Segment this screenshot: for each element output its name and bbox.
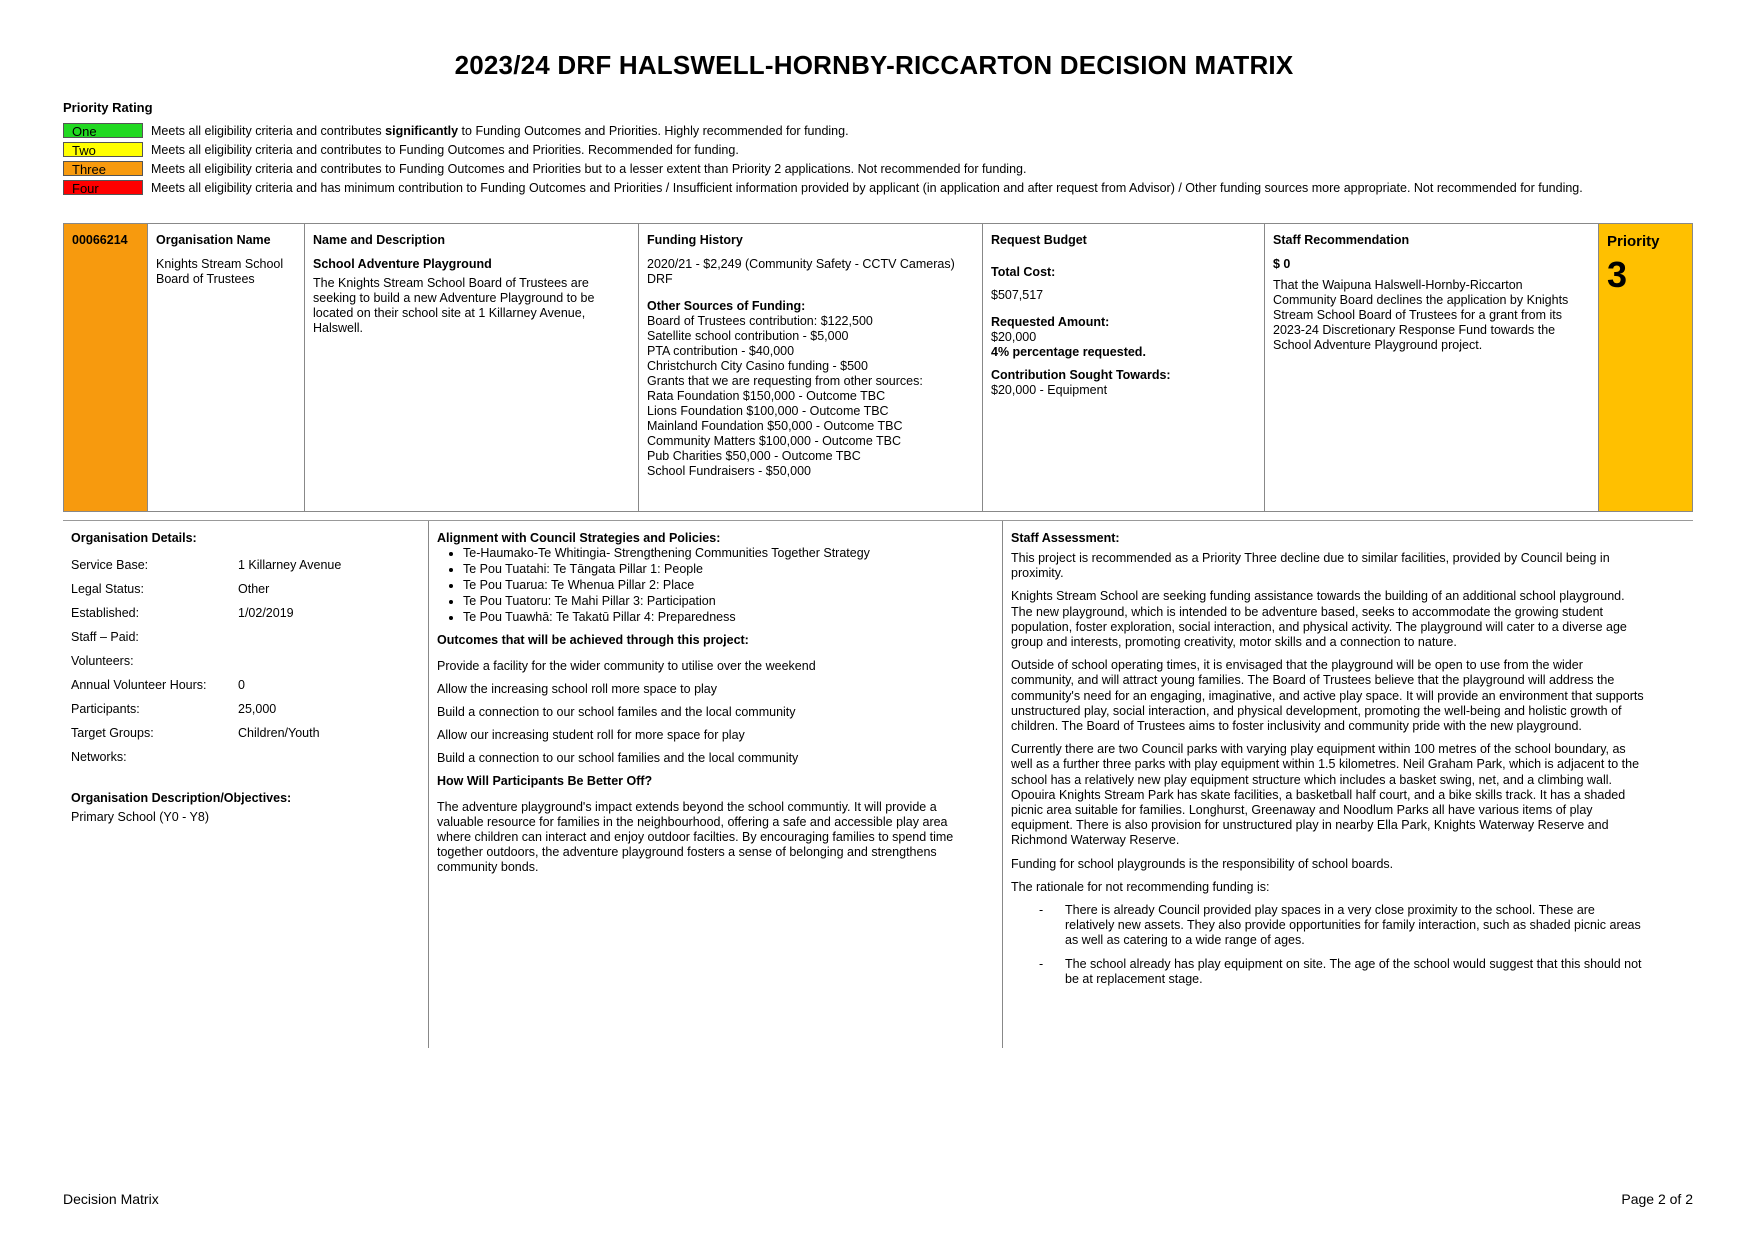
legend-description [151,162,1026,176]
request-budget-cell [983,224,1265,511]
details-label: Staff – Paid: [71,630,139,644]
details-row [71,577,420,601]
organisation-details-list [71,553,420,769]
alignment-item: • Te Pou Tuawhā: Te Takatū Pillar 4: Preparedness [463,609,994,625]
recommendation-line: Stream School Board of Trustees for a grant from its [1273,308,1563,322]
recommendation-line: That the Waipuna Halswell-Hornby-Riccarton [1273,278,1523,292]
details-value: 0 [238,678,245,692]
priority-label: Priority [1607,233,1660,250]
details-value: Children/Youth [238,726,320,740]
alignment-header: Alignment with Council Strategies and Policies: [437,531,721,545]
legend-description [151,181,1583,195]
assessment-line: The rationale for not recommending funding is: [1011,879,1270,894]
priority-legend [63,100,1693,197]
outcome-item: Provide a facility for the wider community to utilise over the weekend [437,659,816,673]
funding-source-item: Pub Charities $50,000 - Outcome TBC [647,449,861,463]
request-budget-header: Request Budget [991,233,1087,247]
total-cost-label: Total Cost: [991,265,1056,279]
details-value: 1 Killarney Avenue [238,558,342,572]
priority-value: 3 [1607,254,1628,295]
assessment-line: population, foster exploration, social interaction, and physical activity. The playground will cater to a diverse age [1011,619,1627,634]
assessment-line: Opouira Knights Stream Park has skate facilities, a basketball half court, and a bike skills track. It has a shaded [1011,787,1626,802]
assessment-line: The new playground, which is intended to be adventure based, seeks to accommodate the growing student [1011,604,1604,619]
page-number: Page 2 of 2 [1621,1191,1693,1207]
assessment-paragraph [1011,857,1685,872]
assessment-line: Funding for school playgrounds is the responsibility of school boards. [1011,856,1394,871]
details-value: 1/02/2019 [238,606,294,620]
requested-amount-value: $20,000 [991,330,1037,344]
staff-recommendation-cell [1265,224,1599,511]
details-label: Service Base: [71,558,149,572]
details-row [71,721,420,745]
funding-source-item: Lions Foundation $100,000 - Outcome TBC [647,404,889,418]
recommendation-line: Community Board declines the application by Knights [1273,293,1569,307]
assessment-line: school has a relatively new play equipment structure which includes a basket swing, net, and a climbing wall. [1011,772,1613,787]
recommendation-line: School Adventure Playground project. [1273,338,1483,352]
better-off-line: The adventure playground's impact extends beyond the school communtiy. It will provide a [437,800,937,814]
alignment-column [429,521,1003,1048]
rationale-list [1011,903,1685,987]
staff-recommended-amount: $ 0 [1273,257,1291,271]
details-label: Participants: [71,702,140,716]
assessment-line: Knights Stream School are seeking funding assistance towards the building of an additional school playground. [1011,589,1625,604]
name-description-cell [305,224,639,511]
rationale-item [1039,957,1685,987]
legend-text-part: Meets all eligibility criteria and contributes [151,123,386,138]
project-name: School Adventure Playground [313,257,492,271]
funding-history-line: DRF [647,272,673,286]
other-sources-list [647,314,974,479]
priority-swatch: Two [63,142,143,157]
legend-text-part: Meets all eligibility criteria and contributes to Funding Outcomes and Priorities. Recommended for funding. [151,142,739,157]
priority-cell [1599,224,1692,511]
funding-history-header: Funding History [647,233,743,247]
details-label: Established: [71,606,140,620]
assessment-line: community, and will attract young families. The Board of Trustees believe that the playground will address the [1011,673,1615,688]
alignment-item: • Te Pou Tuatahi: Te Tāngata Pillar 1: People [463,561,994,577]
organisation-description-header: Organisation Description/Objectives: [71,791,292,805]
rationale-text [1065,903,1641,949]
outcomes-header: Outcomes that will be achieved through this project: [437,633,749,647]
outcome-item: Allow the increasing school roll more space to play [437,682,717,696]
better-off-text [437,800,994,875]
legend-text-part: to Funding Outcomes and Priorities. Highly recommended for funding. [458,123,849,138]
staff-assessment-column [1003,521,1693,1048]
legend-row [63,121,1693,140]
alignment-list [437,545,994,625]
requested-amount-label: Requested Amount: [991,315,1110,329]
legend-row [63,178,1693,197]
organisation-details-header: Organisation Details: [71,531,197,545]
better-off-line: where children can interact and enjoy outdoor facilties. By encouraging families to spend time [437,830,954,844]
organisation-details-column [63,521,429,1048]
details-row [71,649,420,673]
assessment-line: equipment. There is also provision for unstructured play in nearby Ella Park, Knights Waterway Reserve and [1011,818,1609,833]
better-off-header: How Will Participants Be Better Off? [437,774,653,788]
staff-assessment-header: Staff Assessment: [1011,531,1120,545]
percentage-requested: 4% percentage requested. [991,345,1146,359]
legend-text-part: Meets all eligibility criteria and has minimum contribution to Funding Outcomes and Priorities / Insufficient information provided by applicant (in application and after request from Advisor) / Other funding sources more appropriate. Not recommended for funding. [151,180,1583,195]
legend-row [63,140,1693,159]
assessment-line: unstructured play, social interaction, and physical development, promoting the well-being and holistic growth of [1011,703,1622,718]
funding-source-item: Mainland Foundation $50,000 - Outcome TBC [647,419,903,433]
funding-history-line: 2020/21 - $2,249 (Community Safety - CCTV Cameras) [647,257,955,271]
staff-recommendation-text [1273,278,1590,353]
legend-rows [63,121,1693,197]
details-label: Annual Volunteer Hours: [71,678,207,692]
organisation-name-header: Organisation Name [156,233,271,247]
outcome-item: Build a connection to our school familes and the local community [437,705,796,719]
alignment-item: • Te-Haumako-Te Whitingia- Strengthening Communities Together Strategy [463,545,994,561]
assessment-line: community's need for an engaging, imaginative, and active play space. It will provide an environment that supports [1011,688,1644,703]
assessment-line: group and interests, promoting creativity, motor skills and a connection to nature. [1011,635,1457,650]
funding-history-cell [639,224,983,511]
better-off-line: valuable resource for families in the neighbourhood, offering a safe and accessible play area [437,815,948,829]
legend-heading: Priority Rating [63,100,153,115]
details-row [71,601,420,625]
legend-description [151,143,739,157]
staff-recommendation-header: Staff Recommendation [1273,233,1410,247]
rationale-line: The school already has play equipment on site. The age of the school would suggest that this should not [1065,956,1642,971]
funding-source-item: Rata Foundation $150,000 - Outcome TBC [647,389,886,403]
outcome-item: Allow our increasing student roll for more space for play [437,728,745,742]
funding-source-item: Community Matters $100,000 - Outcome TBC [647,434,902,448]
better-off-line: community bonds. [437,860,539,874]
priority-swatch: One [63,123,143,138]
funding-source-item: Satellite school contribution - $5,000 [647,329,849,343]
project-description [313,276,630,336]
other-sources-header: Other Sources of Funding: [647,299,806,313]
better-off-line: together outdoors, the adventure playground fosters a sense of belonging and strengthens [437,845,937,859]
details-row [71,625,420,649]
footer-label: Decision Matrix [63,1191,159,1207]
details-section [63,521,1693,1048]
assessment-line: Currently there are two Council parks with varying play equipment within 100 metres of the school boundary, as [1011,742,1626,757]
rationale-text [1065,957,1642,987]
contribution-value: $20,000 - Equipment [991,383,1108,397]
alignment-item: • Te Pou Tuatoru: Te Mahi Pillar 3: Participation [463,593,994,609]
details-row [71,697,420,721]
details-label: Target Groups: [71,726,154,740]
rationale-line: There is already Council provided play spaces in a very close proximity to the school. These are [1065,903,1595,918]
details-row [71,673,420,697]
priority-swatch: Four [63,180,143,195]
assessment-paragraph [1011,658,1685,734]
alignment-item: • Te Pou Tuarua: Te Whenua Pillar 2: Place [463,577,994,593]
application-id-cell [64,224,148,511]
description-line: The Knights Stream School Board of Trustees are [313,276,589,290]
rationale-line: as well as catering to a wide range of ages. [1065,933,1305,948]
legend-row [63,159,1693,178]
organisation-name: Knights Stream School [156,257,284,271]
assessment-paragraph [1011,742,1685,848]
details-label: Legal Status: [71,582,144,596]
assessment-line: Richmond Waterway Reserve. [1011,833,1180,848]
outcomes-list [437,659,994,766]
funding-source-item: Grants that we are requesting from other sources: [647,374,923,388]
details-label: Volunteers: [71,654,134,668]
funding-source-item: School Fundraisers - $50,000 [647,464,811,478]
assessment-line: children. The Board of Trustees aims to foster inclusivity and community pride with the new playground. [1011,719,1582,734]
rationale-item [1039,903,1685,949]
staff-assessment-text [1011,551,1685,895]
name-description-header: Name and Description [313,233,445,247]
assessment-line: proximity. [1011,566,1064,581]
priority-swatch: Three [63,161,143,176]
description-line: Halswell. [313,321,364,335]
assessment-paragraph [1011,880,1685,895]
legend-text-emphasis: significantly [385,123,459,138]
funding-source-item: Board of Trustees contribution: $122,500 [647,314,873,328]
assessment-line: well as a further three parks with play equipment within 1.5 kilometres. Neil Graham Park, which is adjacent to the [1011,757,1640,772]
organisation-name-line2: Board of Trustees [156,272,255,286]
description-line: seeking to build a new Adventure Playground to be [313,291,595,305]
page-title: 2023/24 DRF HALSWELL-HORNBY-RICCARTON DECISION MATRIX [454,50,1294,80]
rationale-line: relatively new assets. They also provide opportunities for family interaction, such as shaded picnic areas [1065,918,1641,933]
rationale-line: be at replacement stage. [1065,971,1203,986]
organisation-name-cell [148,224,305,511]
funding-source-item: PTA contribution - $40,000 [647,344,795,358]
outcome-item: Build a connection to our school families and the local community [437,751,799,765]
assessment-line: This project is recommended as a Priority Three decline due to similar facilities, provided by Council being in [1011,551,1610,565]
details-row [71,553,420,577]
recommendation-line: 2023-24 Discretionary Response Fund towards the [1273,323,1556,337]
application-table [63,223,1693,512]
details-value: 25,000 [238,702,277,716]
details-label: Networks: [71,750,127,764]
dash-bullet: - [1039,956,1044,971]
dash-bullet: - [1039,903,1044,918]
details-value: Other [238,582,270,596]
application-id: 00066214 [72,233,128,247]
assessment-paragraph [1011,589,1685,650]
assessment-paragraph [1011,551,1685,581]
funding-source-item: Christchurch City Casino funding - $500 [647,359,868,373]
assessment-line: picnic area suitable for families. Longhurst, Greenaway and Noodlum Parks all have various items of play [1011,803,1593,818]
description-line: located on their school site at 1 Killarney Avenue, [313,306,586,320]
assessment-line: Outside of school operating times, it is envisaged that the playground will be open to use from the wider [1011,658,1583,673]
organisation-description: Primary School (Y0 - Y8) [71,810,210,824]
legend-text-part: Meets all eligibility criteria and contributes to Funding Outcomes and Priorities but to a lesser extent than Priority 2 applications. Not recommended for funding. [151,161,1027,176]
total-cost-value: $507,517 [991,288,1044,302]
contribution-label: Contribution Sought Towards: [991,368,1171,382]
details-row [71,745,420,769]
legend-description [151,124,849,138]
